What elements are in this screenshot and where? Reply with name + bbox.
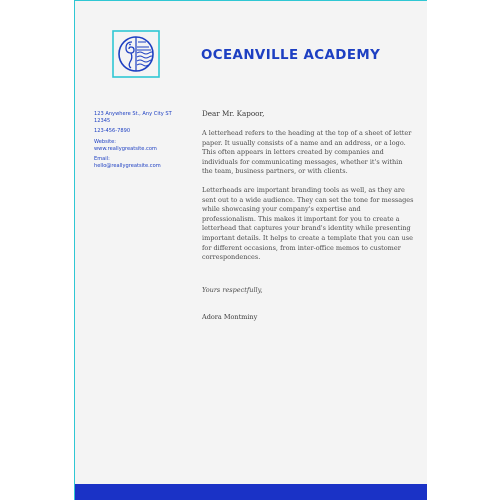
website-label: Website: bbox=[94, 138, 117, 145]
phone-number: 123-456-7890 bbox=[94, 128, 131, 135]
seahorse-waves-logo-icon bbox=[112, 30, 160, 78]
letterhead-page bbox=[74, 0, 427, 500]
paragraph-2: Letterheads are important branding tools as well, as they are sent out to a wide audience. They can set the tone for messages while showcasing your company's expertise and professionalism. This makes it important for you to create a letterhead that captures your brand's identity while presenting important details. It helps to create a template that you can use for different occasions, from inter-office memos to customer correspondences. bbox=[202, 185, 414, 262]
address-line-2: 12345 bbox=[94, 118, 111, 125]
email-link[interactable]: hello@reallygreatsite.com bbox=[94, 163, 161, 170]
website-link[interactable]: www.reallygreatsite.com bbox=[94, 145, 157, 152]
email-label: Email: bbox=[94, 156, 110, 163]
contact-sidebar bbox=[94, 111, 186, 170]
paragraph-1: A letterhead refers to the heading at the top of a sheet of letter paper. It usually consists of a name and an address, or a logo. This often appears in letters created by companies and individuals for communicating messages, whether it's within the team, business partners, or with clients. bbox=[202, 129, 412, 176]
letter-body bbox=[202, 109, 414, 321]
salutation: Dear Mr. Kapoor, bbox=[202, 109, 265, 118]
footer-bar bbox=[75, 484, 427, 500]
signature: Adora Montminy bbox=[202, 312, 258, 321]
closing: Yours respectfully, bbox=[202, 285, 263, 294]
organization-name: OCEANVILLE ACADEMY bbox=[201, 48, 381, 63]
address-line-1: 123 Anywhere St., Any City ST bbox=[94, 111, 172, 117]
